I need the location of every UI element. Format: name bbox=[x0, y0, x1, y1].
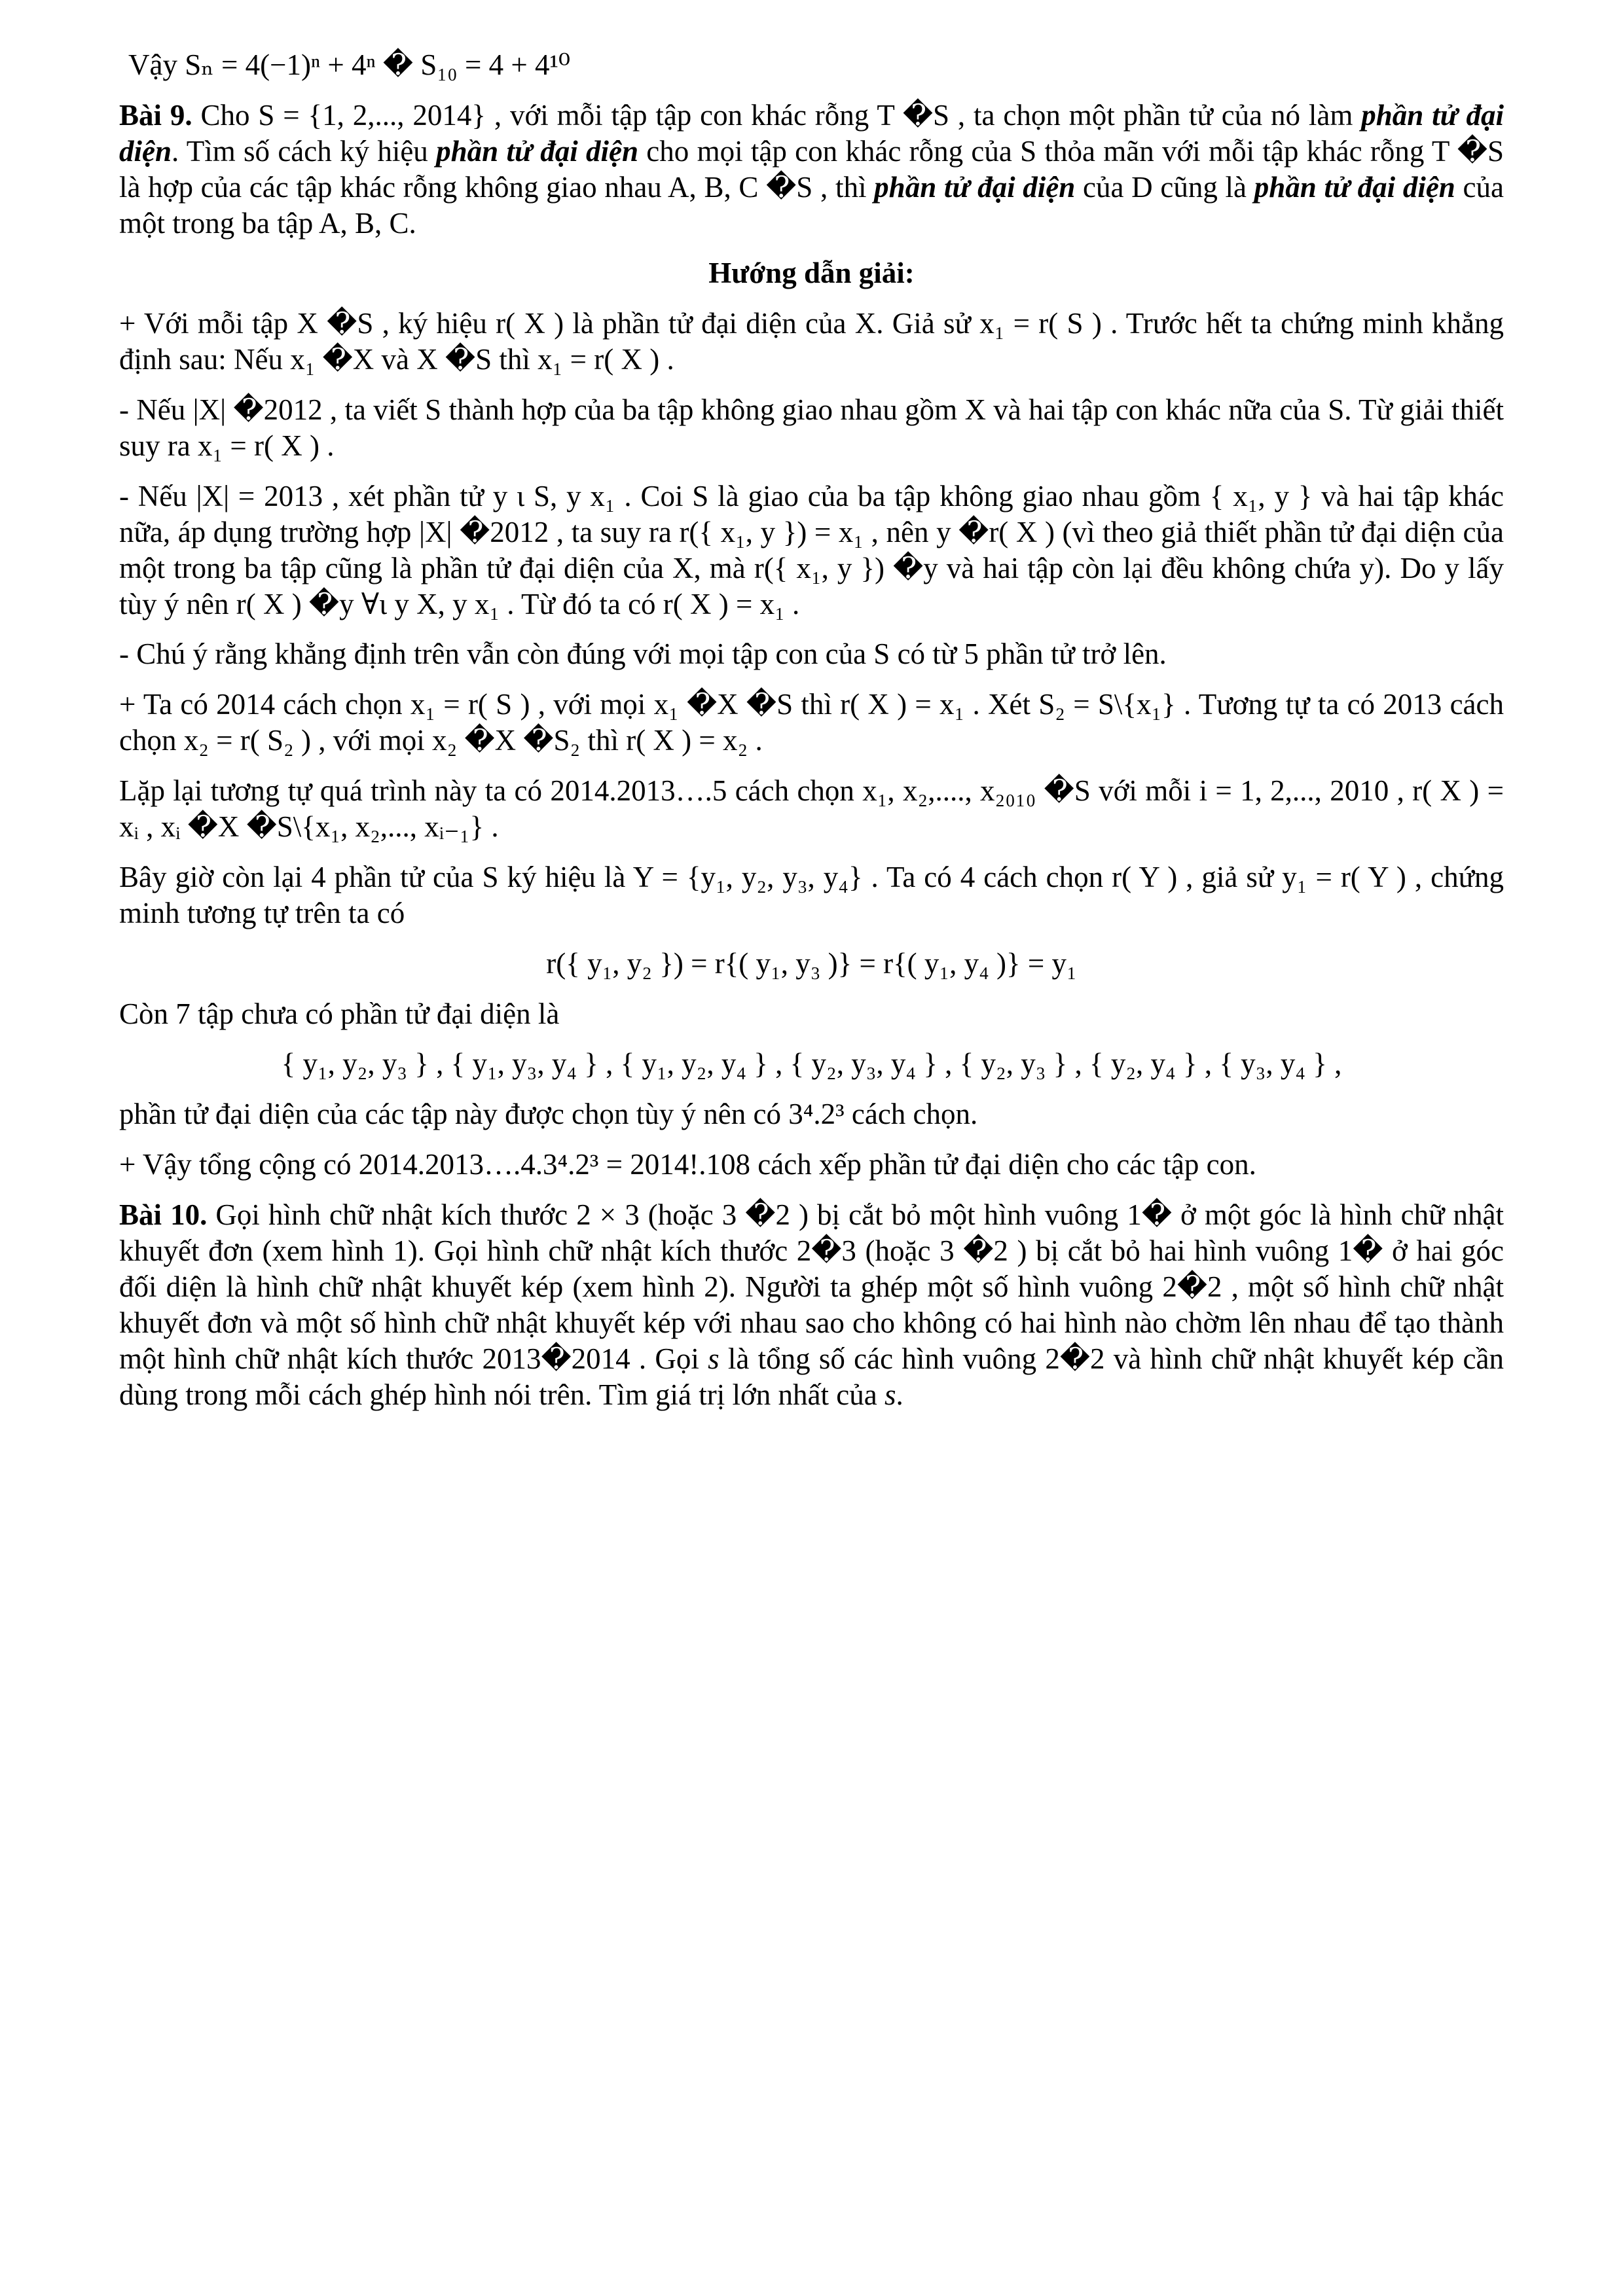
solution-remaining-elements bbox=[119, 859, 1504, 931]
text-run: là tổng số các hình vuông 2�2 và hình chữ nhật khuyết kép cần dùng trong mỗi cách ghép hình nói trên. Tìm giá trị lớn nhất của bbox=[119, 1342, 1504, 1411]
solution-note bbox=[119, 636, 1504, 672]
solution-case-eq-2013 bbox=[119, 478, 1504, 622]
solution-total bbox=[119, 1147, 1504, 1183]
text-run: Gọi hình chữ nhật kích thước 2 × 3 (hoặc 3 �2 ) bị cắt bỏ một hình vuông 1� ở một góc là hình chữ nhật khuyết đơn (xem hình 1). Gọi hình chữ nhật kích thước 2�3 (hoặc 3 �2 ) bị cắt bỏ hai hình vuông 1� ở hai góc đối diện là hình chữ nhật khuyết kép (xem hình 2). Người ta ghép một số hình vuông 2�2 , một số hình chữ nhật khuyết đơn và một số hình chữ nhật khuyết kép với nhau sao cho không có hai hình nào chờm lên nhau để tạo thành một hình chữ nhật kích thước 2013�2014 . Gọi bbox=[119, 1198, 1504, 1375]
text-run: + Ta có 2014 cách chọn x₁ = r( S ) , với mọi x₁ �X �S thì r( X ) = x₁ . Xét S₂ = S\{x₁} . Tương tự ta có 2013 cách chọn x₂ = r( S₂ ) , với mọi x₂ �X �S₂ thì r( X ) = x₂ . bbox=[119, 688, 1504, 757]
text-run: - Nếu |X| = 2013 , xét phần tử y ι S, y x₁ . Coi S là giao của ba tập không giao nhau gồm { x₁, y } và hai tập khác nữa, áp dụng trường hợp |X| �2012 , ta suy ra r({ x₁, y }) = x₁ , nên y �r( X ) (vì theo giả thiết phần tử đại diện của một trong ba tập cũng là phần tử đại diện của X, mà r({ x₁, y }) �y và hai tập còn lại đều không chứa y). Do y lấy tùy ý nên r( X ) �y ∀ι y X, y x₁ . Từ đó ta có r( X ) = x₁ . bbox=[119, 479, 1504, 620]
text-run: của một trong ba tập A, B, C. bbox=[119, 170, 1504, 240]
text-run: phần tử đại diện của các tập này được chọn tùy ý nên có 3⁴.2³ cách chọn. bbox=[119, 1098, 978, 1131]
text-run: . bbox=[896, 1378, 903, 1411]
solution-counting-step bbox=[119, 687, 1504, 759]
text-run: Hướng dẫn giải: bbox=[708, 257, 915, 290]
text-run: phần tử đại diện bbox=[436, 134, 639, 168]
text-run: Vậy Sₙ = 4(−1)ⁿ + 4ⁿ � S₁₀ = 4 + 4¹⁰ bbox=[128, 48, 570, 81]
formula-sn-line bbox=[119, 47, 1504, 83]
solution-step-definition bbox=[119, 306, 1504, 378]
text-run: cho mọi tập con khác rỗng của S thỏa mãn với mỗi tập khác rỗng T �S là hợp của các tập khác rỗng không giao nhau A, B, C �S , thì bbox=[119, 134, 1504, 204]
text-run: Lặp lại tương tự quá trình này ta có 2014.2013….5 cách chọn x₁, x₂,...., x₂₀₁₀ �S với mỗi i = 1, 2,..., 2010 , r( X ) = xᵢ , xᵢ �X �S\{x₁, x₂,..., xᵢ₋₁} . bbox=[119, 774, 1504, 844]
text-run: phần tử đại diện bbox=[119, 98, 1504, 168]
text-run: r({ y₁, y₂ }) = r{( y₁, y₃ )} = r{( y₁, y₄ )} = y₁ bbox=[546, 946, 1077, 980]
text-run: - Nếu |X| �2012 , ta viết S thành hợp của ba tập không giao nhau gồm X và hai tập con khác nữa của S. Từ giải thiết suy ra x₁ = r( X ) . bbox=[119, 393, 1504, 463]
seven-sets-list bbox=[119, 1046, 1504, 1082]
solution-case-le-2012 bbox=[119, 392, 1504, 464]
text-run: + Với mỗi tập X �S , ký hiệu r( X ) là phần tử đại diện của X. Giả sử x₁ = r( S ) . Trước hết ta chứng minh khẳng định sau: Nếu x₁ �X và X �S thì x₁ = r( X ) . bbox=[119, 307, 1504, 376]
text-run: phần tử đại diện bbox=[1254, 170, 1455, 204]
text-run: s bbox=[708, 1342, 720, 1375]
problem-10-statement bbox=[119, 1197, 1504, 1412]
solution-choose-freely bbox=[119, 1096, 1504, 1132]
text-run: s bbox=[884, 1378, 896, 1411]
text-run: { y₁, y₂, y₃ } , { y₁, y₃, y₄ } , { y₁, y₂, y₄ } , { y₂, y₃, y₄ } , { y₂, y₃ } , { y₂, y₄ } , { y₃, y₄ } , bbox=[281, 1047, 1342, 1081]
text-run: Còn 7 tập chưa có phần tử đại diện là bbox=[119, 997, 560, 1030]
solution-heading bbox=[119, 255, 1504, 291]
text-run: Bài 10. bbox=[119, 1198, 208, 1232]
text-run: Bây giờ còn lại 4 phần tử của S ký hiệu là Y = {y₁, y₂, y₃, y₄} . Ta có 4 cách chọn r( Y ) , giả sử y₁ = r( Y ) , chứng minh tương tự trên ta có bbox=[119, 860, 1504, 929]
text-run: của D cũng là bbox=[1075, 170, 1254, 204]
solution-seven-sets-intro bbox=[119, 996, 1504, 1032]
text-run: + Vậy tổng cộng có 2014.2013….4.3⁴.2³ = 2014!.108 cách xếp phần tử đại diện cho các tập con. bbox=[119, 1148, 1256, 1181]
problem-9-statement bbox=[119, 98, 1504, 242]
text-run: Cho S = {1, 2,..., 2014} , với mỗi tập tập con khác rỗng T �S , ta chọn một phần tử của nó làm bbox=[192, 98, 1362, 132]
text-run: . Tìm số cách ký hiệu bbox=[172, 134, 437, 168]
solution-repeat-step bbox=[119, 773, 1504, 845]
text-run: - Chú ý rằng khẳng định trên vẫn còn đúng với mọi tập con của S có từ 5 phần tử trở lên. bbox=[119, 637, 1167, 671]
text-run: Bài 9. bbox=[119, 98, 192, 132]
text-run: phần tử đại diện bbox=[874, 170, 1076, 204]
formula-r-pairs bbox=[119, 946, 1504, 982]
